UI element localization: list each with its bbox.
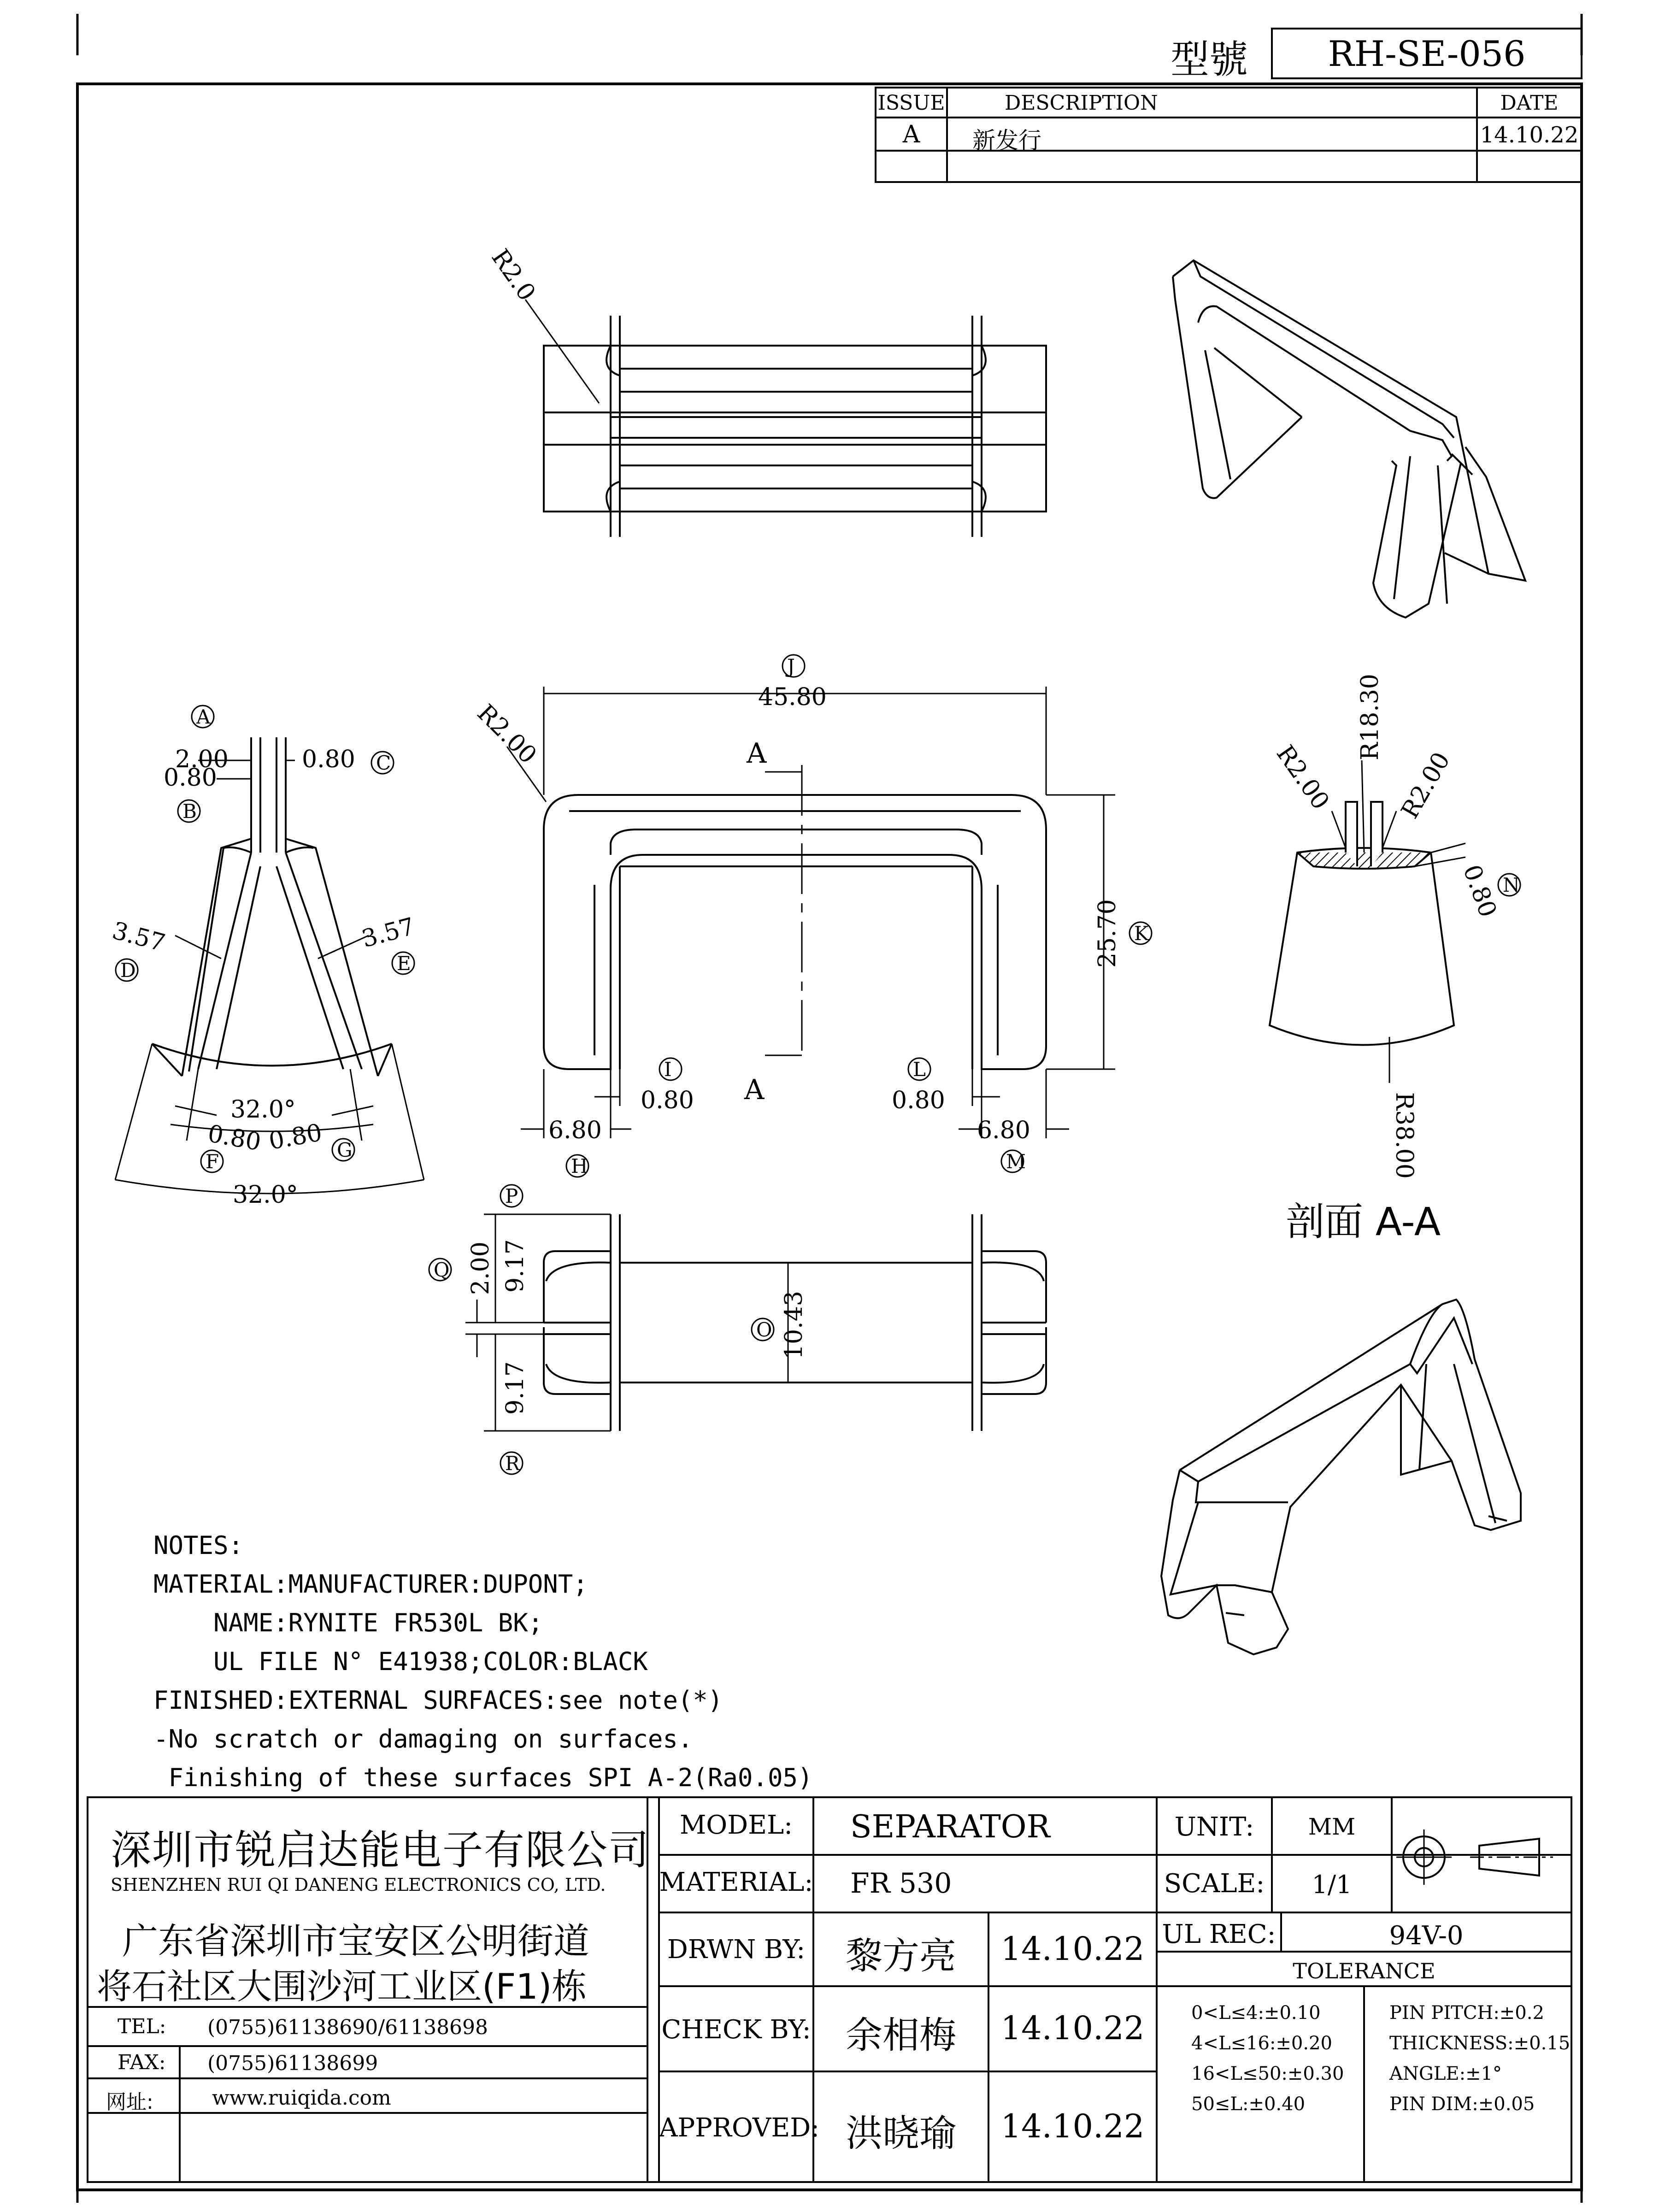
scale-label: SCALE:	[1164, 1869, 1265, 1899]
marker-m	[1001, 1150, 1026, 1173]
dim-front-radius: R2.00	[471, 699, 542, 770]
marker-n	[1498, 874, 1520, 896]
tel-number: (0755)61138690/61138698	[207, 2016, 488, 2039]
tolerance-label: TOLERANCE	[1293, 1959, 1435, 1983]
rev-header-date: DATE	[1500, 91, 1559, 115]
svg-text:E: E	[397, 952, 411, 975]
svg-text:G: G	[337, 1139, 353, 1161]
tolerance-item: PIN PITCH:±0.2	[1389, 2002, 1544, 2024]
dim-a-width: 2.00	[175, 746, 229, 773]
note-line: NAME:RYNITE FR530L BK;	[153, 1608, 543, 1637]
dim-k: 25.70	[1094, 899, 1121, 968]
marker-g	[332, 1139, 354, 1161]
tolerance-item: 0<L≤4:±0.10	[1191, 2002, 1321, 2024]
note-line: -No scratch or damaging on surfaces.	[153, 1724, 693, 1753]
dim-h: 6.80	[548, 1117, 602, 1144]
marker-r	[500, 1452, 523, 1475]
dim-g: 0.80	[266, 1118, 324, 1155]
svg-text:D: D	[120, 959, 136, 982]
drawn-by-label: DRWN BY:	[667, 1935, 806, 1965]
material-field-value: FR 530	[850, 1867, 952, 1900]
dim-section-r38: R38.00	[1390, 1092, 1418, 1179]
dim-section-r2-right: R2.00	[1396, 747, 1456, 824]
marker-e	[392, 952, 414, 975]
marker-l	[908, 1058, 930, 1081]
tolerance-item: 50≤L:±0.40	[1191, 2094, 1306, 2115]
marker-o	[752, 1318, 774, 1341]
tolerance-left	[1191, 1998, 1344, 2119]
approved-by-name: 洪晓瑜	[846, 2112, 956, 2155]
note-line: MATERIAL:MANUFACTURER:DUPONT;	[153, 1570, 588, 1599]
dim-q: 2.00	[467, 1241, 494, 1295]
rev-date: 14.10.22	[1480, 122, 1579, 148]
model-field-value: SEPARATOR	[850, 1809, 1050, 1845]
tolerance-item: ANGLE:±1°	[1389, 2063, 1502, 2084]
company-address-1: 广东省深圳市宝安区公明街道	[122, 1921, 590, 1962]
tel-label: TEL:	[118, 2015, 166, 2038]
svg-text:H: H	[571, 1155, 588, 1177]
isometric-view-bottom	[1161, 1300, 1521, 1654]
approved-by-label: APPROVED:	[659, 2113, 819, 2143]
marker-c	[371, 752, 394, 774]
model-number: RH-SE-056	[1328, 33, 1526, 74]
dim-b: 0.80	[164, 764, 217, 792]
tolerance-item: THICKNESS:±0.15	[1389, 2033, 1571, 2054]
rev-header-issue: ISSUE	[877, 91, 945, 115]
dim-n: 0.80	[1457, 861, 1502, 921]
drawn-date: 14.10.22	[1000, 1930, 1145, 1968]
ul-rec-label: UL REC:	[1162, 1919, 1276, 1949]
section-cut-bottom: A	[744, 1074, 765, 1106]
svg-text:O: O	[756, 1318, 772, 1341]
side-view	[115, 737, 424, 1194]
section-a-a	[1270, 760, 1465, 1083]
ul-rec-value: 94V-0	[1389, 1921, 1464, 1951]
fax-number: (0755)61138699	[207, 2052, 378, 2075]
marker-q	[429, 1259, 451, 1281]
dim-j: 45.80	[758, 683, 827, 711]
svg-text:K: K	[1134, 922, 1149, 945]
company-name-cn: 深圳市锐启达能电子有限公司	[111, 1826, 650, 1874]
svg-text:N: N	[1503, 874, 1520, 896]
tolerance-item: 16<L≤50:±0.30	[1191, 2063, 1344, 2084]
top-view	[525, 300, 1046, 537]
company-name-en: SHENZHEN RUI QI DANENG ELECTRONICS CO, LTD.	[111, 1875, 606, 1895]
drawn-by-name: 黎方亮	[846, 1935, 956, 1977]
svg-text:Q: Q	[434, 1259, 450, 1281]
check-by-name: 余相梅	[846, 2014, 956, 2057]
svg-text:R: R	[505, 1452, 520, 1475]
marker-f	[201, 1150, 223, 1173]
dim-section-r2-left: R2.00	[1271, 740, 1335, 815]
marker-h	[566, 1155, 588, 1177]
svg-text:A: A	[196, 706, 211, 728]
svg-text:M: M	[1006, 1150, 1026, 1173]
tolerance-item: PIN DIM:±0.05	[1389, 2094, 1535, 2115]
rev-issue: A	[902, 121, 920, 148]
fax-label: FAX:	[118, 2051, 166, 2074]
isometric-view-top	[1173, 260, 1525, 618]
notes-block	[153, 1526, 812, 1797]
svg-text:L: L	[913, 1058, 926, 1081]
marker-d	[116, 959, 138, 982]
scale-value: 1/1	[1312, 1870, 1352, 1899]
dim-f: 0.80	[206, 1120, 263, 1157]
material-field-label: MATERIAL:	[659, 1867, 813, 1897]
dim-o: 10.43	[780, 1291, 808, 1359]
dim-top-radius: R2.0	[486, 244, 541, 306]
web-label: 网址:	[106, 2090, 153, 2114]
unit-label: UNIT:	[1174, 1812, 1254, 1842]
marker-b	[178, 800, 200, 823]
dim-c: 0.80	[302, 746, 355, 773]
section-title: 剖面 A-A	[1286, 1199, 1441, 1244]
dim-outer-angle: 32.0°	[233, 1181, 298, 1209]
dim-l: 0.80	[892, 1087, 945, 1114]
dim-i: 0.80	[641, 1087, 694, 1114]
note-line: Finishing of these surfaces SPI A-2(Ra0.05)	[153, 1763, 813, 1792]
rev-description: 新发行	[972, 127, 1041, 154]
dim-e: 3.57	[359, 912, 418, 953]
note-line: NOTES:	[153, 1531, 244, 1560]
rev-header-description: DESCRIPTION	[1005, 91, 1158, 115]
svg-text:I: I	[664, 1058, 672, 1081]
svg-text:F: F	[206, 1150, 219, 1173]
approved-date: 14.10.22	[1000, 2107, 1145, 2145]
marker-p	[500, 1185, 523, 1207]
dim-r: 9.17	[501, 1361, 529, 1415]
section-cut-top: A	[747, 737, 767, 770]
unit-value: MM	[1308, 1813, 1356, 1840]
company-address-2: 将石社区大围沙河工业区(F1)栋	[97, 1966, 587, 2007]
tolerance-right	[1389, 1998, 1570, 2119]
marker-j	[782, 655, 805, 677]
marker-k	[1130, 922, 1152, 945]
model-field-label: MODEL:	[679, 1810, 793, 1840]
svg-text:P: P	[505, 1185, 518, 1207]
dim-p: 9.17	[501, 1239, 529, 1293]
note-line: UL FILE N° E41938;COLOR:BLACK	[153, 1647, 648, 1676]
bottom-view	[465, 1214, 1046, 1431]
dim-m: 6.80	[977, 1117, 1030, 1144]
svg-text:J: J	[787, 655, 795, 677]
dim-section-r18: R18.30	[1356, 673, 1384, 760]
note-line: FINISHED:EXTERNAL SURFACES:see note(*)	[153, 1686, 723, 1715]
dim-inner-angle: 32.0°	[230, 1096, 296, 1124]
check-date: 14.10.22	[1000, 2009, 1145, 2047]
marker-i	[659, 1058, 682, 1081]
svg-text:C: C	[376, 752, 391, 774]
model-label: 型號	[1171, 37, 1248, 82]
dim-d: 3.57	[109, 917, 168, 958]
tolerance-item: 4<L≤16:±0.20	[1191, 2033, 1332, 2054]
svg-text:B: B	[182, 800, 197, 823]
check-by-label: CHECK BY:	[661, 2015, 811, 2045]
web-address: www.ruiqida.com	[212, 2086, 391, 2110]
marker-a	[192, 706, 214, 728]
front-view	[507, 687, 1115, 1138]
